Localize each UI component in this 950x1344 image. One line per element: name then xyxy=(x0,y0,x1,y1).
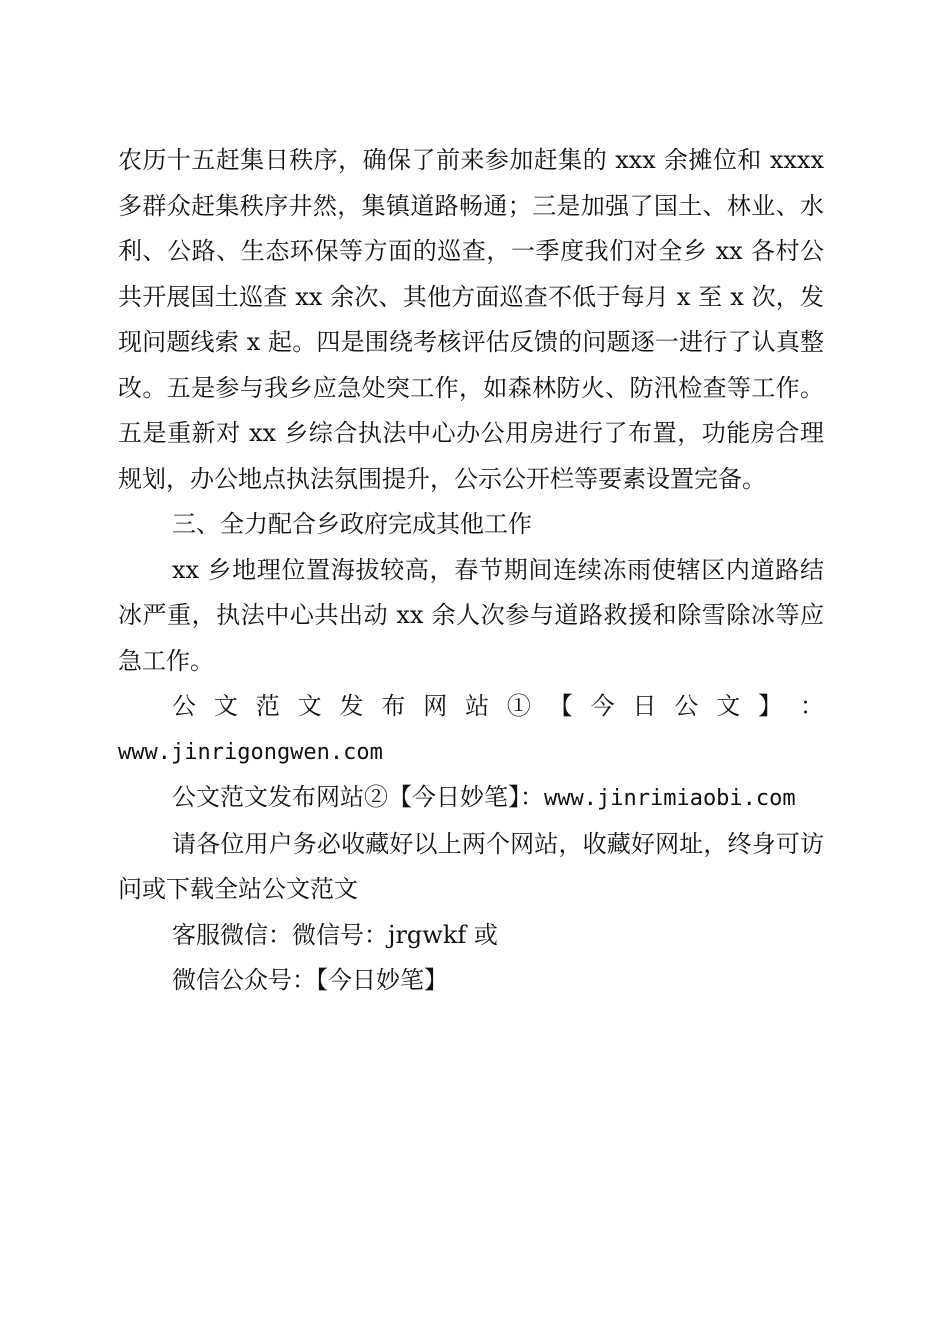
site1-label: 公 文 范 文 发 布 网 站 ① 【 今 日 公 文 】 ： xyxy=(172,692,824,720)
notice-paragraph: 请各位用户务必收藏好以上两个网站，收藏好网址，终身可访问或下载全站公文范文 xyxy=(118,829,824,903)
site2-line xyxy=(118,775,824,822)
site2-url[interactable]: www.jinrimiaobi.com xyxy=(544,786,796,811)
body-paragraph: xx 乡地理位置海拔较高，春节期间连续冻雨使辖区内道路结冰严重，执法中心共出动 xx 余人次参与道路救援和除雪除冰等应急工作。 xyxy=(118,555,824,675)
site2-label: 公文范文发布网站②【今日妙笔】： xyxy=(172,783,544,811)
wechat-line: 客服微信：微信号：jrgwkf 或 xyxy=(172,920,498,949)
official-account-line: 微信公众号：【今日妙笔】 xyxy=(172,966,448,994)
site1-url[interactable]: www.jinrigongwen.com xyxy=(118,739,383,765)
document-page xyxy=(118,138,824,1004)
body-paragraph: 农历十五赶集日秩序，确保了前来参加赶集的 xxx 余摊位和 xxxx 多群众赶集秩序井然，集镇道路畅通；三是加强了国土、林业、水利、公路、生态环保等方面的巡查，一季度我们对全乡 xx 各村公共开展国土巡查 xx 余次、其他方面巡查不低于每月 x 至 x 次，发现问题线索 x 起。四是围绕考核评估反馈的问题逐一进行了认真整改。五是参与我乡应急处突工作，如森林防火、防汛检查等工作。五是重新对 xx 乡综合执法中心办公用房进行了布置，功能房合理规划，办公地点执法氛围提升，公示公开栏等要素设置完备。 xyxy=(118,146,824,493)
section-heading: 三、全力配合乡政府完成其他工作 xyxy=(172,510,532,538)
